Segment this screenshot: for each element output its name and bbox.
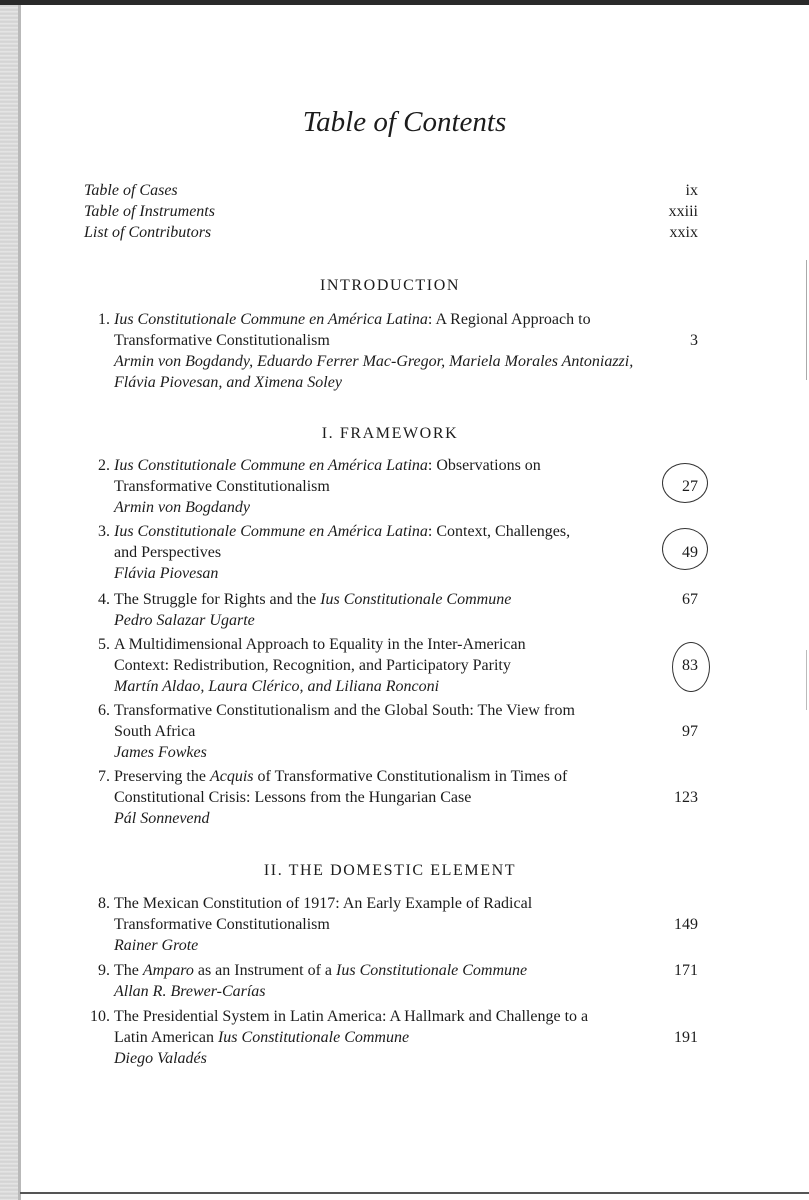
entry-title-line: and Perspectives [114, 544, 222, 561]
entry-authors: Pál Sonnevend [114, 810, 210, 827]
toc-entry [84, 634, 698, 697]
front-matter-page: ix [685, 182, 698, 199]
entry-page-number: 171 [674, 962, 698, 979]
scan-bottom-edge [20, 1192, 809, 1194]
front-matter-item [84, 224, 698, 242]
entry-title-line: Transformative Constitutionalism [114, 478, 330, 495]
entry-authors: Flávia Piovesan [114, 565, 219, 582]
scan-binding-edge [0, 0, 20, 1200]
section-heading: II. THE DOMESTIC ELEMENT [263, 862, 517, 879]
scan-top-edge [0, 0, 809, 5]
entry-number: 10. [90, 1008, 110, 1025]
entry-number: 9. [98, 962, 110, 979]
entry-authors: Rainer Grote [114, 937, 199, 954]
entry-title-line: Constitutional Crisis: Lessons from the Hungarian Case [114, 789, 472, 806]
scan-right-mark [806, 650, 807, 710]
front-matter-item [84, 182, 698, 200]
entry-number: 1. [98, 311, 110, 328]
entry-number: 7. [98, 768, 110, 785]
entry-number: 6. [98, 702, 110, 719]
entry-authors: Martín Aldao, Laura Clérico, and Liliana Ronconi [114, 678, 440, 695]
front-matter-page: xxix [669, 224, 698, 241]
toc-entry [84, 960, 698, 1002]
front-matter-page: xxiii [668, 203, 698, 220]
toc-entry [84, 1006, 698, 1069]
entry-page-number: 83 [682, 657, 698, 674]
entry-page-number: 123 [674, 789, 698, 806]
entry-number: 3. [98, 523, 110, 540]
entry-title-line: Latin American Ius Constitutionale Commune [114, 1029, 410, 1046]
toc-entry [84, 893, 698, 956]
scan-binding-line [18, 0, 21, 1200]
toc-entry [84, 309, 698, 393]
front-matter-item [84, 203, 698, 221]
section-heading: I. FRAMEWORK [321, 425, 459, 442]
entry-page-number: 67 [682, 591, 698, 608]
entry-title-line: Ius Constitutionale Commune en América Latina: A Regional Approach to [114, 311, 591, 328]
entry-title-line: Ius Constitutionale Commune en América Latina: Context, Challenges, [114, 523, 571, 540]
handwritten-circle [662, 528, 708, 570]
entry-number: 4. [98, 591, 110, 608]
front-matter-label: List of Contributors [84, 224, 212, 241]
handwritten-circle [672, 642, 710, 692]
entry-authors: Allan R. Brewer-Carías [114, 983, 266, 1000]
front-matter-label: Table of Cases [84, 182, 178, 199]
toc-entry [84, 521, 698, 584]
section-heading: INTRODUCTION [319, 277, 461, 294]
entry-title-line: Context: Redistribution, Recognition, and Participatory Parity [114, 657, 511, 674]
toc-entry [84, 589, 698, 631]
entry-number: 8. [98, 895, 110, 912]
page-title: Table of Contents [302, 106, 507, 138]
entry-title-line: South Africa [114, 723, 196, 740]
entry-title-line: The Mexican Constitution of 1917: An Early Example of Radical [114, 895, 533, 912]
entry-title-line: Preserving the Acquis of Transformative Constitutionalism in Times of [114, 768, 568, 785]
toc-entry [84, 455, 698, 518]
entry-number: 2. [98, 457, 110, 474]
entry-title-line: The Amparo as an Instrument of a Ius Constitutionale Commune [114, 962, 528, 979]
entry-authors: Armin von Bogdandy [114, 499, 250, 516]
entry-authors: Armin von Bogdandy, Eduardo Ferrer Mac-Gregor, Mariela Morales Antoniazzi, [114, 353, 634, 370]
entry-title-line: Transformative Constitutionalism [114, 332, 330, 349]
entry-title-line: The Presidential System in Latin America: A Hallmark and Challenge to a [114, 1008, 589, 1025]
entry-page-number: 49 [682, 544, 698, 561]
entry-authors: Pedro Salazar Ugarte [114, 612, 255, 629]
entry-authors: Diego Valadés [114, 1050, 207, 1067]
handwritten-circle [662, 463, 708, 503]
entry-title-line: Transformative Constitutionalism [114, 916, 330, 933]
entry-page-number: 27 [682, 478, 698, 495]
entry-number: 5. [98, 636, 110, 653]
entry-title-line: Transformative Constitutionalism and the Global South: The View from [114, 702, 575, 719]
entry-page-number: 97 [682, 723, 698, 740]
front-matter-label: Table of Instruments [84, 203, 215, 220]
entry-page-number: 3 [690, 332, 698, 349]
entry-authors: James Fowkes [114, 744, 207, 761]
toc-entry [84, 700, 698, 763]
toc-entry [84, 766, 698, 829]
entry-title-line: A Multidimensional Approach to Equality in the Inter-American [114, 636, 526, 653]
entry-page-number: 149 [674, 916, 698, 933]
entry-authors: Flávia Piovesan, and Ximena Soley [114, 374, 342, 391]
scan-right-mark [806, 260, 807, 380]
entry-page-number: 191 [674, 1029, 698, 1046]
entry-title-line: The Struggle for Rights and the Ius Constitutionale Commune [114, 591, 512, 608]
entry-title-line: Ius Constitutionale Commune en América Latina: Observations on [114, 457, 541, 474]
